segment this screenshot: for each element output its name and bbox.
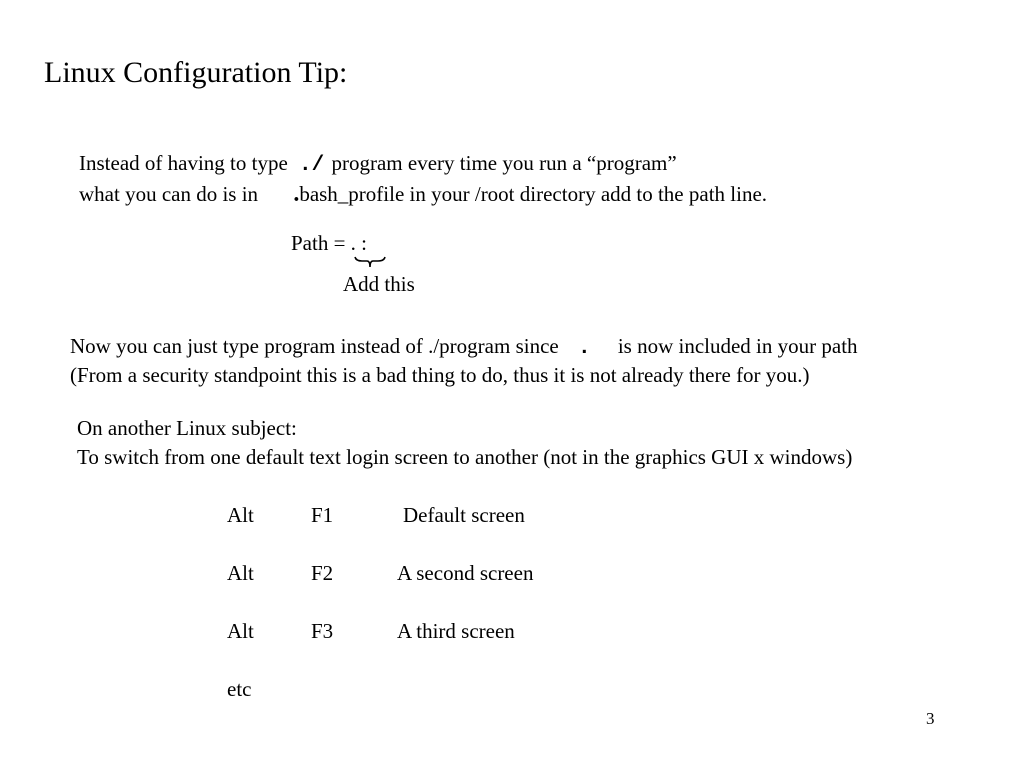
shortcut-key: F3 <box>311 619 334 643</box>
shortcut-description: Default screen <box>403 503 525 527</box>
shortcut-key: F1 <box>311 503 334 527</box>
bash-profile-dot: . <box>293 181 300 207</box>
shortcut-key: F2 <box>311 561 334 585</box>
current-dir-dot: . <box>577 337 591 360</box>
underbrace-icon <box>354 255 386 269</box>
page-number: 3 <box>926 709 935 728</box>
path-annotation: Add this <box>343 272 415 296</box>
explanation-line-1 <box>70 336 858 359</box>
dot-slash-code: ./ <box>299 154 325 177</box>
shortcut-etc: etc <box>227 677 252 701</box>
shortcut-modifier: Alt <box>227 619 254 643</box>
slide-title: Linux Configuration Tip: <box>44 56 348 89</box>
explanation-line-1-text-start: Now you can just type program instead of ./program since <box>70 334 559 358</box>
path-line: Path = . : <box>291 231 368 255</box>
shortcut-modifier: Alt <box>227 561 254 585</box>
tip-line-2-text-end: bash_profile in your /root directory add to the path line. <box>299 182 768 206</box>
tip-line-2-text-start: what you can do is in <box>79 182 259 206</box>
subject-description: To switch from one default text login screen to another (not in the graphics GUI x windows) <box>77 445 853 469</box>
tip-line-1 <box>79 153 677 176</box>
shortcut-modifier: Alt <box>227 503 254 527</box>
tip-line-1-text-start: Instead of having to type <box>79 151 288 175</box>
shortcut-description: A third screen <box>397 619 515 643</box>
tip-line-2 <box>79 182 767 206</box>
subject-heading: On another Linux subject: <box>77 416 297 440</box>
tip-line-1-text-end: program every time you run a “program” <box>331 151 677 175</box>
shortcut-description: A second screen <box>397 561 534 585</box>
explanation-line-2: (From a security standpoint this is a bad thing to do, thus it is not already there for you.) <box>70 363 810 387</box>
explanation-line-1-text-end: is now included in your path <box>617 334 858 358</box>
